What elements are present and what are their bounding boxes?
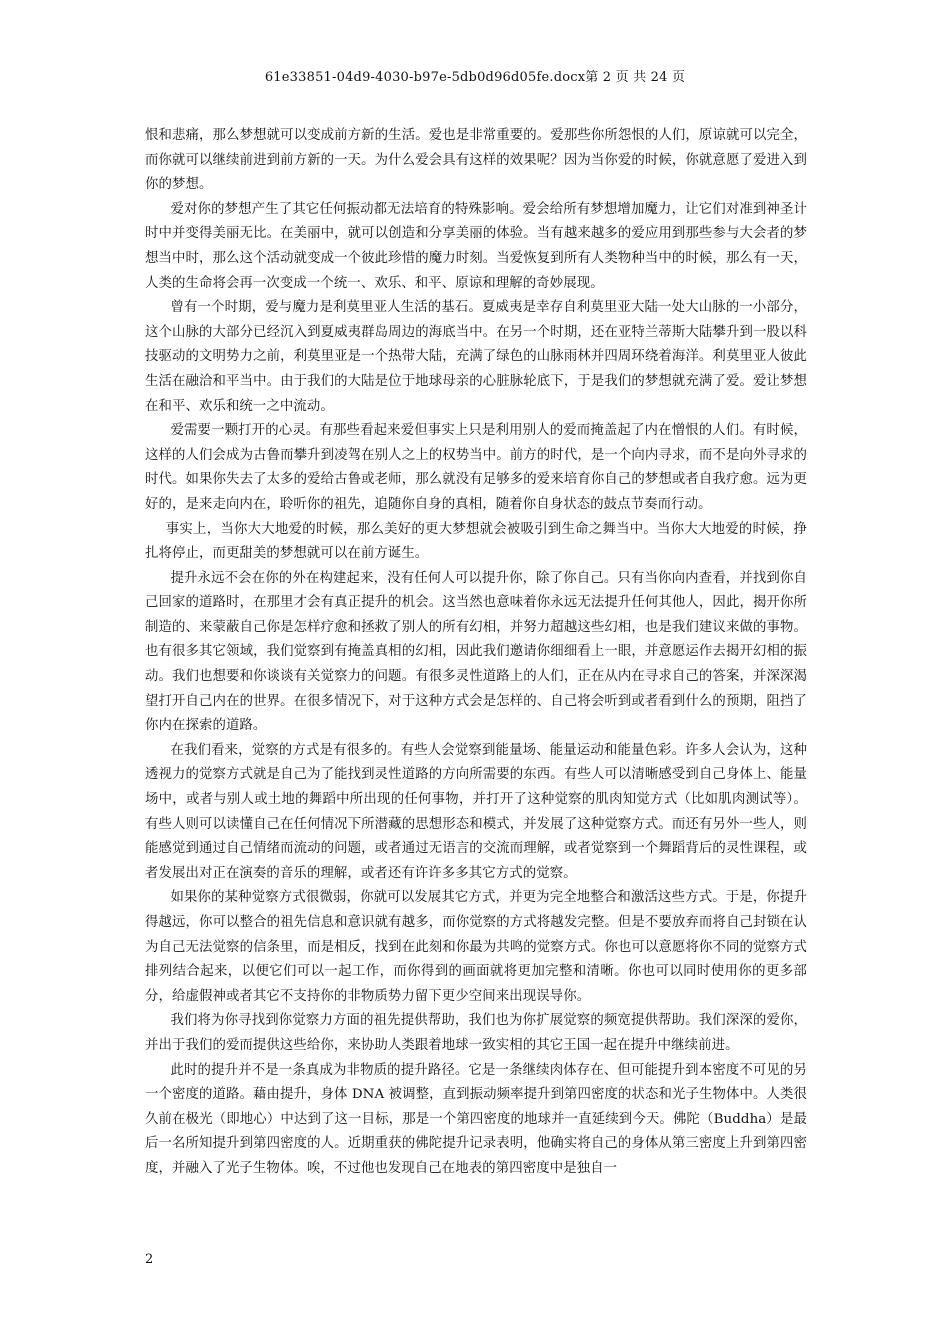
paragraph: 提升永远不会在你的外在构建起来，没有任何人可以提升你，除了你自己。只有当你向内查看，并找到你自己回家的道路时，在那里才会有真正提升的机会。这当然也意味着你永远无法提升任何其他人，因此，揭开你所制造的、来蒙蔽自己你是怎样疗愈和拯救了别人的所有幻相，并努力超越这些幻相，也是我们建议来做的事物。也有很多其它领域，我们觉察到有掩盖真相的幻相，因此我们邀请你细细看上一眼，并意愿运作去揭开幻相的振动。我们也想要和你谈谈有关觉察力的问题。有很多灵性道路上的人们，正在从内在寻求自己的答案，并深深渴望打开自己内在的世界。在很多情况下，对于这种方式会是怎样的、自己将会听到或者看到什么的预期，阻挡了你内在探索的道路。	[145, 570, 807, 734]
document-body	[145, 124, 807, 1182]
paragraph: 在我们看来，觉察的方式是有很多的。有些人会觉察到能量场、能量运动和能量色彩。许多人会认为，这种透视力的觉察方式就是自己为了能找到灵性道路的方向所需要的东西。有些人可以清晰感受到自己身体上、能量场中，或者与别人或土地的舞蹈中所出现的任何事物，并打开了这种觉察的肌肉知觉方式（比如肌肉测试等）。有些人则可以读懂自己在任何情况下所潜藏的思想形态和模式，并发展了这种觉察方式。而还有另外一些人，则能感觉到通过自己情绪而流动的问题，或者通过无语言的交流而理解，或者觉察到一个舞蹈背后的灵性课程，或者发展出对正在演奏的音乐的理解，或者还有许许多多其它方式的觉察。	[145, 742, 807, 881]
paragraph: 爱需要一颗打开的心灵。有那些看起来爱但事实上只是利用别人的爱而掩盖起了内在憎恨的人们。有时候，这样的人们会成为古鲁而攀升到凌驾在别人之上的权势当中。前方的时代，是一个向内寻求，而不是向外寻求的时代。如果你失去了太多的爱给古鲁或老师，那么就没有足够多的爱来培育你自己的梦想或者自我疗愈。远为更好的，是来走向内在，聆听你的祖先，追随你自身的真相，随着你自身状态的鼓点节奏而行动。	[145, 423, 807, 512]
paragraph: 恨和悲痛，那么梦想就可以变成前方新的生活。爱也是非常重要的。爱那些你所怨恨的人们，原谅就可以完全，而你就可以继续前进到前方新的一天。为什么爱会具有这样的效果呢？因为当你爱的时候，你就意愿了爱进入到你的梦想。	[145, 128, 807, 193]
page-header: 61e33851-04d9-4030-b97e-5db0d96d05fe.docx第 2 页 共 24 页	[264, 70, 686, 85]
page-number: 2	[145, 1252, 154, 1267]
paragraph: 如果你的某种觉察方式很微弱，你就可以发展其它方式，并更为完全地整合和激活这些方式。于是，你提升得越远，你可以整合的祖先信息和意识就有越多，而你觉察的方式将越发完整。但是不要放弃而将自己封锁在认为自己无法觉察的信条里，而是相反，找到在此刻和你最为共鸣的觉察方式。你也可以意愿将你不同的觉察方式排列结合起来，以便它们可以一起工作，而你得到的画面就将更加完整和清晰。你也可以同时使用你的更多部分，给虚假神或者其它不支持你的非物质势力留下更少空间来出现误导你。	[145, 890, 807, 1004]
paragraph: 此时的提升并不是一条真成为非物质的提升路径。它是一条继续肉体存在、但可能提升到本密度不可见的另一个密度的道路。藉由提升，身体 DNA 被调整，直到振动频率提升到第四密度的状态和光子生物体中。人类很久前在极光（即地心）中达到了这一目标，那是一个第四密度的地球并一直延续到今天。佛陀（Buddha）是最后一名所知提升到第四密度的人。近期重获的佛陀提升记录表明，他确实将自己的身体从第三密度上升到第四密度，并融入了光子生物体。唉，不过他也发现自己在地表的第四密度中是独自一	[145, 1062, 807, 1176]
paragraph: 爱对你的梦想产生了其它任何振动都无法培育的特殊影响。爱会给所有梦想增加魔力，让它们对准到神圣计时中并变得美丽无比。在美丽中，就可以创造和分享美丽的体验。当有越来越多的爱应用到那些参与大会者的梦想当中时，那么这个活动就变成一个彼此珍惜的魔力时刻。当爱恢复到所有人类物种当中的时候，那么有一天，人类的生命将会再一次变成一个统一、欢乐、和平、原谅和理解的奇妙展现。	[145, 201, 807, 291]
paragraph: 事实上，当你大大地爱的时候，那么美好的更大梦想就会被吸引到生命之舞当中。当你大大地爱的时候，挣扎将停止，而更甜美的梦想就可以在前方诞生。	[145, 521, 807, 562]
paragraph: 我们将为你寻找到你觉察力方面的祖先提供帮助，我们也为你扩展觉察的频宽提供帮助。我们深深的爱你，并出于我们的爱而提供这些给你，来协助人类跟着地球一致实相的其它王国一起在提升中继续前进。	[145, 1013, 807, 1053]
paragraph: 曾有一个时期，爱与魔力是利莫里亚人生活的基石。夏威夷是幸存自利莫里亚大陆一处大山脉的一小部分，这个山脉的大部分已经沉入到夏威夷群岛周边的海底当中。在另一个时期，还在亚特兰蒂斯大陆攀升到一股以科技驱动的文明势力之前，利莫里亚是一个热带大陆，充满了绿色的山脉雨林并四周环绕着海洋。利莫里亚人彼此生活在融洽和平当中。由于我们的大陆是位于地球母亲的心脏脉轮底下，于是我们的梦想就充满了爱。爱让梦想在和平、欢乐和统一之中流动。	[145, 300, 807, 414]
